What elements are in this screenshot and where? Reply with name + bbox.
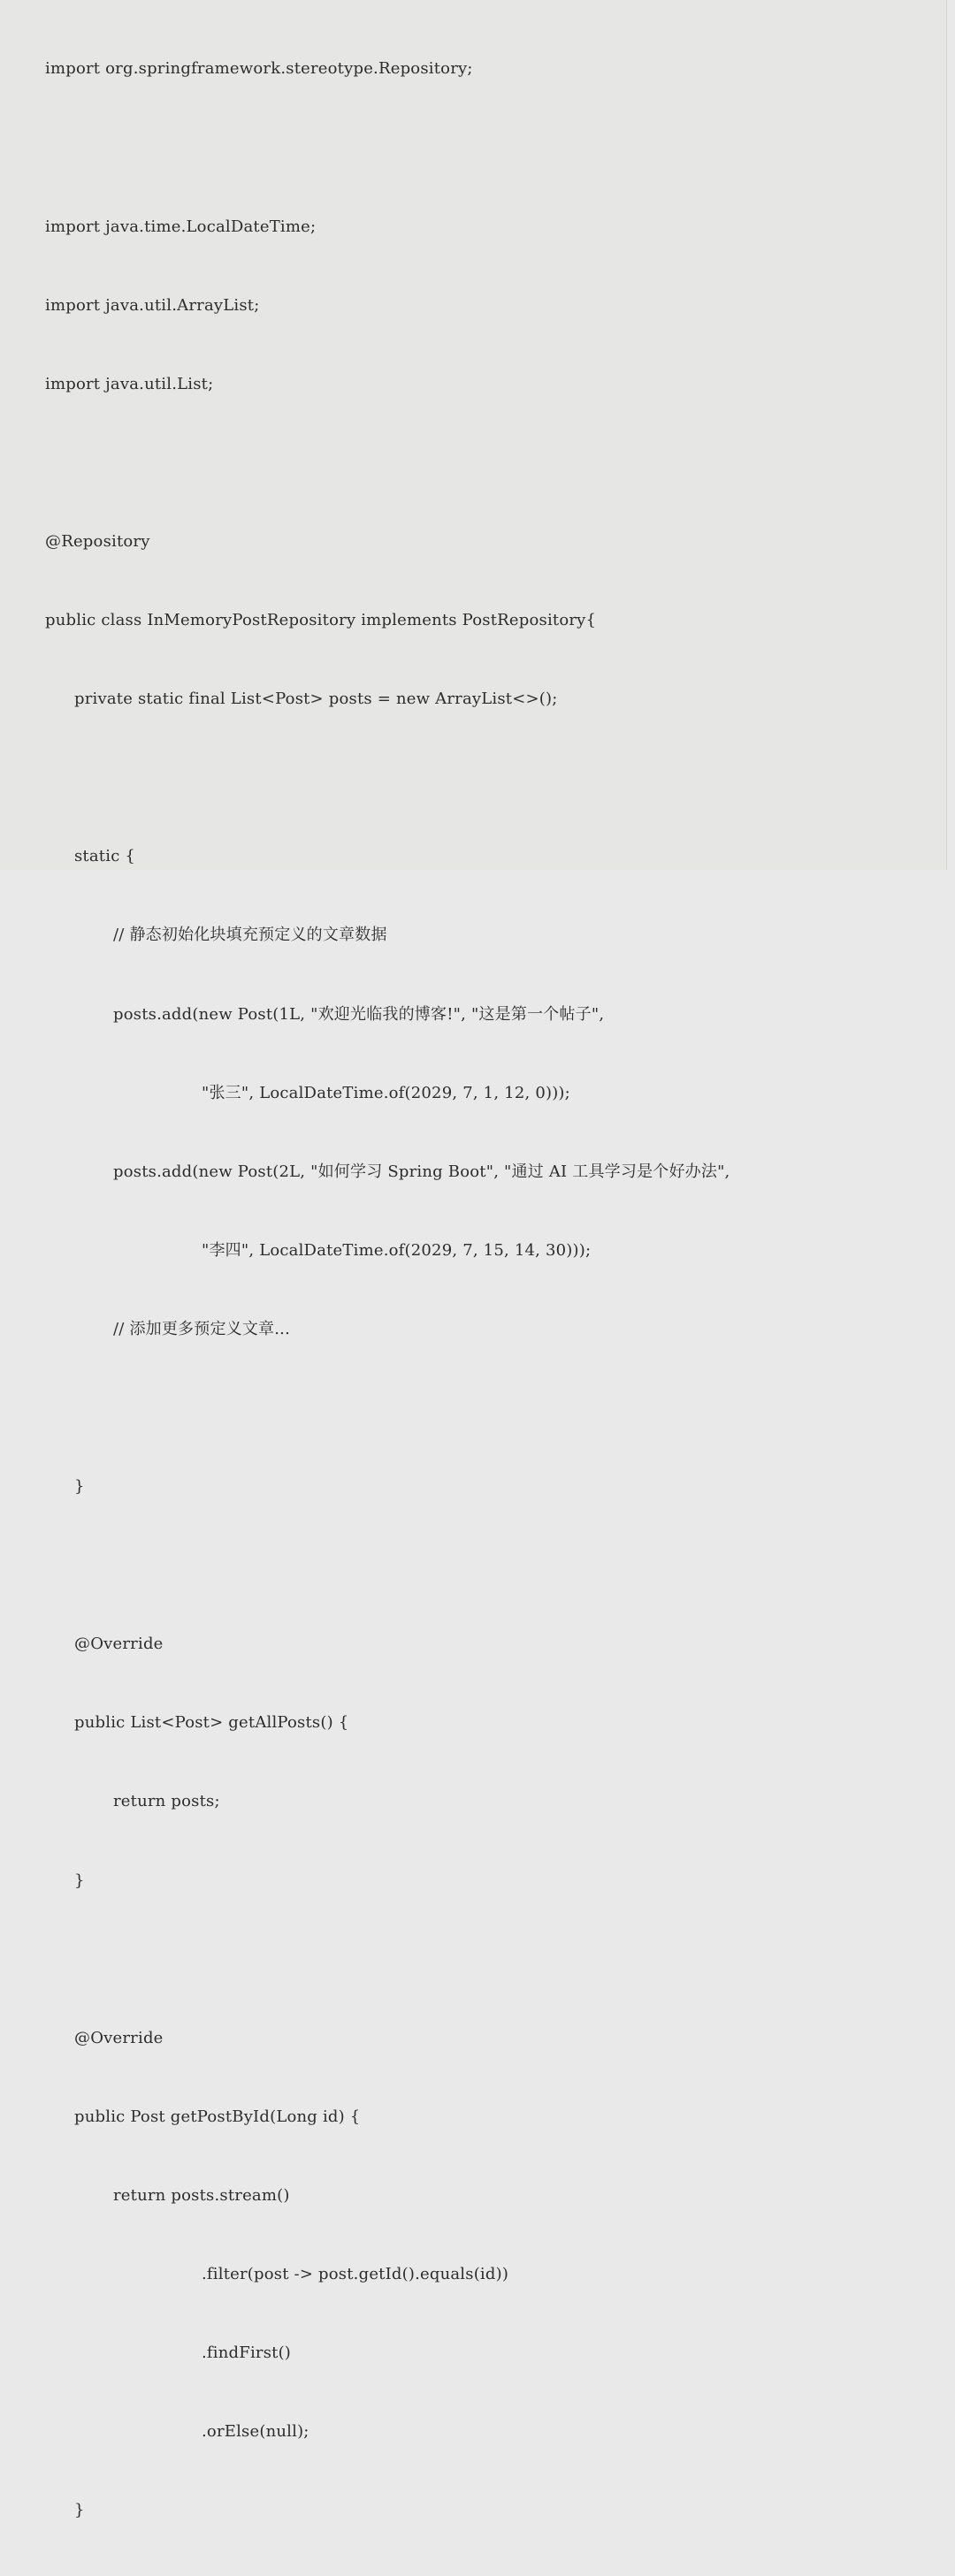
code-line: @Override <box>74 2028 164 2047</box>
code-line: } <box>74 1871 85 1890</box>
code-listing <box>45 4 730 2576</box>
code-line: // 静态初始化块填充预定义的文章数据 <box>113 926 387 945</box>
code-line: } <box>74 2501 85 2520</box>
code-line: "李四", LocalDateTime.of(2029, 7, 15, 14, 30))); <box>202 1240 592 1260</box>
code-line: @Repository <box>45 531 150 551</box>
code-line: posts.add(new Post(2L, "如何学习 Spring Boot", "通过 AI 工具学习是个好办法", <box>113 1162 730 1181</box>
code-line: "张三", LocalDateTime.of(2029, 7, 1, 12, 0))); <box>202 1083 570 1102</box>
code-line: .orElse(null); <box>202 2422 309 2442</box>
code-line: public Post getPostById(Long id) { <box>74 2107 361 2126</box>
code-line: public class InMemoryPostRepository implements PostRepository{ <box>45 611 597 630</box>
code-line <box>45 765 730 791</box>
code-line: public List<Post> getAllPosts() { <box>74 1713 349 1733</box>
code-line: import java.time.LocalDateTime; <box>45 217 317 236</box>
code-line: } <box>74 1477 85 1497</box>
code-line: import java.util.List; <box>45 374 214 393</box>
code-line <box>45 450 730 476</box>
code-line: import java.util.ArrayList; <box>45 295 260 315</box>
code-line: // 添加更多预定义文章... <box>113 1319 291 1338</box>
code-line: @Override <box>74 1635 164 1654</box>
code-line: posts.add(new Post(1L, "欢迎光临我的博客!", "这是第一个帖子", <box>113 1004 605 1024</box>
code-line <box>45 1552 730 1579</box>
code-line: .filter(post -> post.getId().equals(id)) <box>202 2265 509 2284</box>
code-line: private static final List<Post> posts = new ArrayList<>(); <box>74 690 558 709</box>
code-line: return posts.stream() <box>113 2185 290 2205</box>
code-line <box>45 1395 730 1421</box>
code-line: return posts; <box>113 1792 220 1811</box>
code-line: import org.springframework.stereotype.Repository; <box>45 59 473 79</box>
code-line: static { <box>74 847 136 866</box>
code-line <box>45 1947 730 1973</box>
code-line <box>45 135 730 162</box>
code-line: .findFirst() <box>202 2344 292 2363</box>
